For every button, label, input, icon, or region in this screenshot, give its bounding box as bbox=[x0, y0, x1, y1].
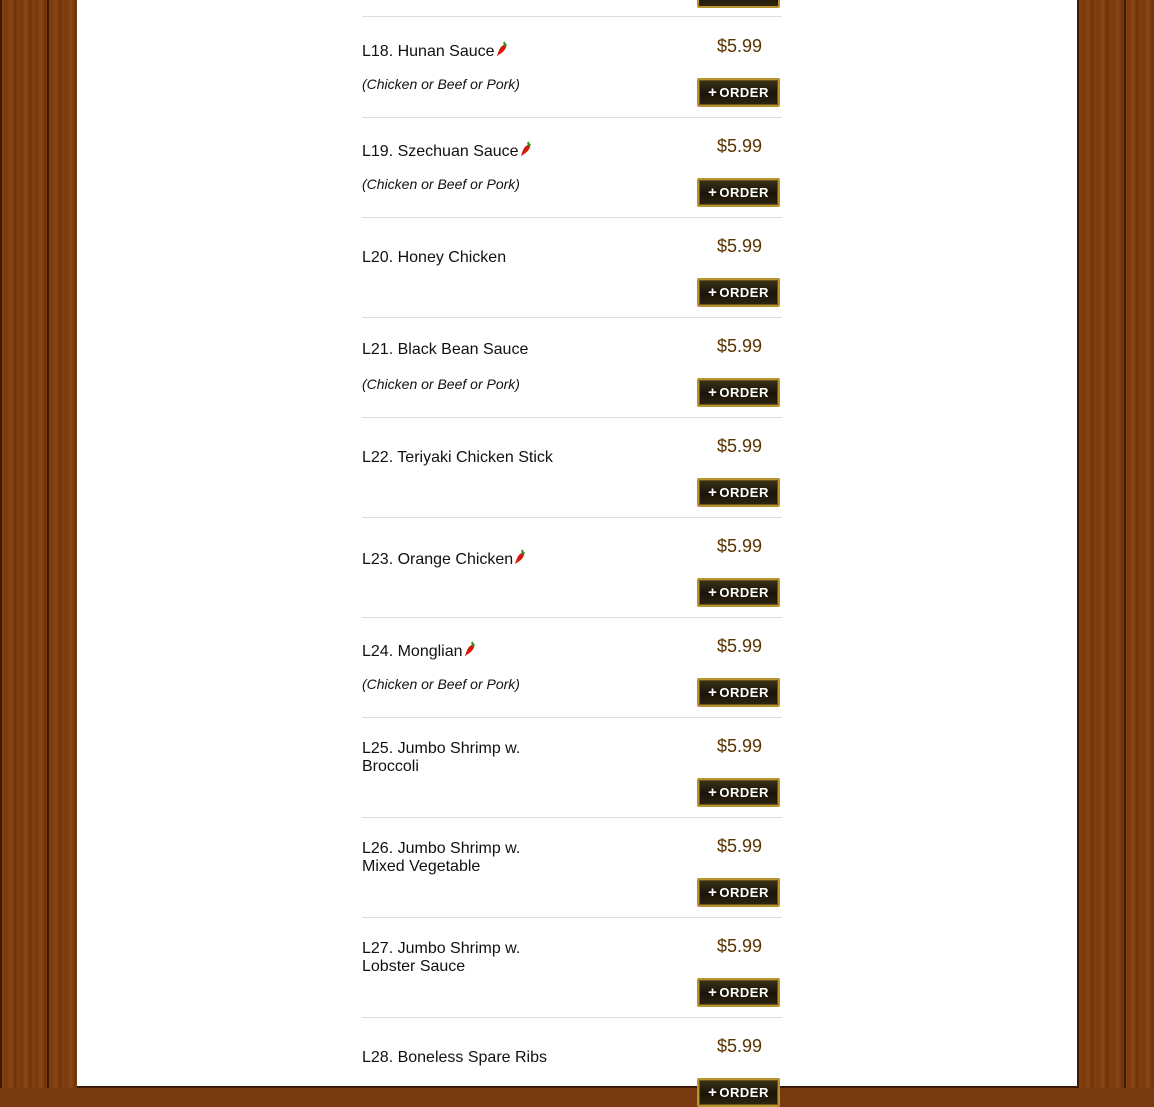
item-price: $5.99 bbox=[717, 436, 763, 456]
item-name: L26. Jumbo Shrimp w. Mixed Vegetable bbox=[362, 840, 521, 875]
order-button[interactable] bbox=[697, 678, 780, 707]
frame-groove bbox=[47, 0, 49, 1088]
plus-icon: + bbox=[708, 584, 718, 601]
order-label: ORDER bbox=[719, 185, 769, 200]
frame-groove bbox=[1124, 0, 1126, 1088]
right-wood-frame bbox=[1077, 0, 1154, 1088]
order-button[interactable] bbox=[697, 878, 780, 907]
menu-item bbox=[362, 17, 782, 118]
order-label: ORDER bbox=[719, 585, 769, 600]
order-label: ORDER bbox=[719, 285, 769, 300]
order-label: ORDER bbox=[719, 85, 769, 100]
item-name: L28. Boneless Spare Ribs bbox=[362, 1049, 547, 1066]
plus-icon: + bbox=[708, 484, 718, 501]
item-name: L21. Black Bean Sauce bbox=[362, 341, 529, 358]
menu-item bbox=[362, 1017, 782, 1101]
left-wood-frame bbox=[0, 0, 77, 1088]
chili-pepper-icon bbox=[463, 641, 477, 657]
order-label: ORDER bbox=[719, 885, 769, 900]
plus-icon: + bbox=[708, 384, 718, 401]
order-label: ORDER bbox=[719, 485, 769, 500]
order-button[interactable] bbox=[697, 378, 780, 407]
item-price: $5.99 bbox=[717, 936, 763, 956]
plus-icon: + bbox=[708, 984, 718, 1001]
item-name: L20. Honey Chicken bbox=[362, 249, 507, 266]
plus-icon: + bbox=[708, 84, 718, 101]
plus-icon: + bbox=[708, 884, 718, 901]
item-price: $5.99 bbox=[717, 836, 763, 856]
item-price: $5.99 bbox=[717, 1036, 763, 1056]
order-label: ORDER bbox=[719, 985, 769, 1000]
order-button[interactable] bbox=[697, 1078, 780, 1107]
order-button[interactable] bbox=[697, 78, 780, 107]
item-price: $5.99 bbox=[717, 736, 763, 756]
order-button[interactable] bbox=[697, 978, 780, 1007]
order-button[interactable] bbox=[697, 0, 780, 8]
item-price: $5.99 bbox=[717, 236, 763, 256]
plus-icon: + bbox=[708, 284, 718, 301]
order-label: ORDER bbox=[719, 385, 769, 400]
item-name: L19. Szechuan Sauce bbox=[362, 141, 562, 161]
menu-content-panel bbox=[77, 0, 1077, 1101]
item-description: (Chicken or Beef or Pork) bbox=[362, 676, 520, 692]
menu-item bbox=[362, 717, 782, 818]
order-button[interactable] bbox=[697, 278, 780, 307]
order-label: ORDER bbox=[719, 685, 769, 700]
frame-groove bbox=[0, 0, 2, 1088]
order-label: ORDER bbox=[719, 785, 769, 800]
menu-item bbox=[362, 317, 782, 418]
item-price: $5.99 bbox=[717, 36, 763, 56]
item-description: (Chicken or Beef or Pork) bbox=[362, 176, 520, 192]
order-button[interactable] bbox=[697, 178, 780, 207]
chili-pepper-icon bbox=[513, 549, 527, 565]
item-description: (Chicken or Beef or Pork) bbox=[362, 76, 520, 92]
plus-icon: + bbox=[708, 784, 718, 801]
chili-pepper-icon bbox=[519, 141, 533, 157]
menu-item bbox=[362, 817, 782, 918]
menu-item bbox=[362, 517, 782, 618]
item-price: $5.99 bbox=[717, 336, 763, 356]
order-button[interactable] bbox=[697, 578, 780, 607]
item-name: L23. Orange Chicken bbox=[362, 549, 562, 569]
item-price: $5.99 bbox=[717, 536, 763, 556]
frame-groove bbox=[1077, 0, 1079, 1088]
chili-pepper-icon bbox=[495, 41, 509, 57]
item-name: L25. Jumbo Shrimp w. Broccoli bbox=[362, 740, 521, 775]
plus-icon: + bbox=[708, 1084, 718, 1101]
item-price: $5.99 bbox=[717, 636, 763, 656]
menu-item bbox=[362, 217, 782, 318]
plus-icon: + bbox=[708, 684, 718, 701]
item-name: L24. Monglian bbox=[362, 641, 562, 661]
menu-item bbox=[362, 917, 782, 1018]
item-name: L22. Teriyaki Chicken Stick bbox=[362, 449, 553, 466]
item-price: $5.99 bbox=[717, 136, 763, 156]
menu-item bbox=[362, 417, 782, 518]
menu-item bbox=[362, 617, 782, 718]
menu-item bbox=[362, 117, 782, 218]
item-name: L27. Jumbo Shrimp w. Lobster Sauce bbox=[362, 940, 521, 975]
order-button[interactable] bbox=[697, 778, 780, 807]
order-label: ORDER bbox=[719, 1085, 769, 1100]
item-name: L18. Hunan Sauce bbox=[362, 41, 562, 61]
order-button[interactable] bbox=[697, 478, 780, 507]
item-description: (Chicken or Beef or Pork) bbox=[362, 376, 520, 392]
plus-icon: + bbox=[708, 184, 718, 201]
